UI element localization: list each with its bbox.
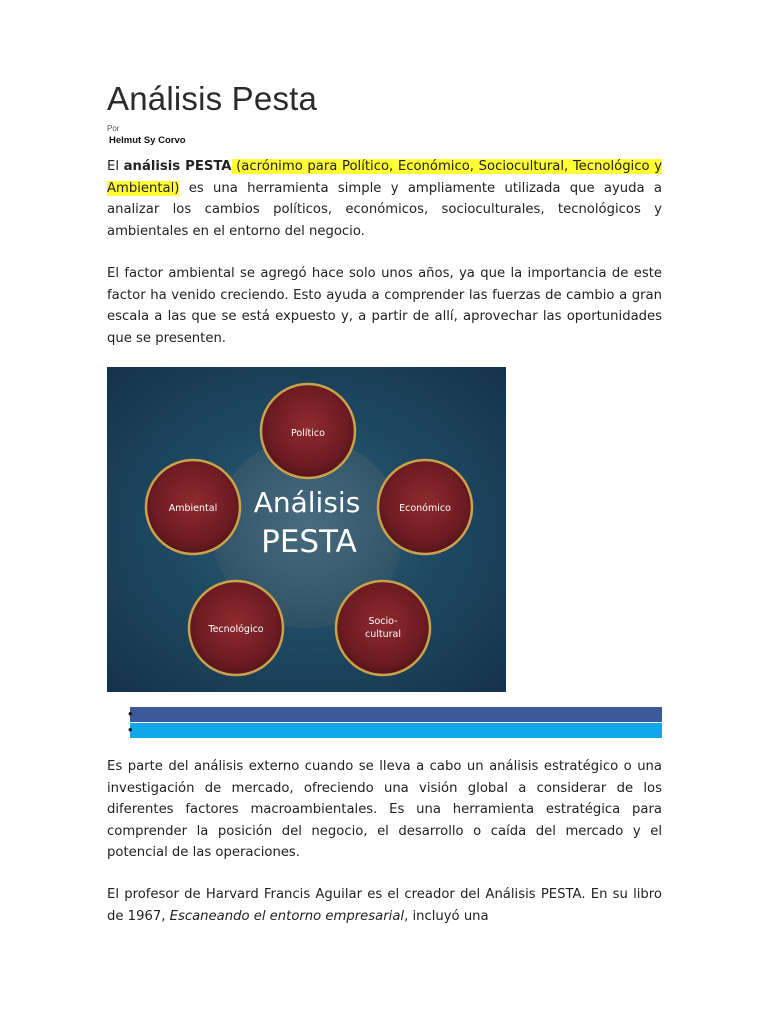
- highlighted-acronym: (acrónimo para Político, Económico, Sociocultural, Tecnológico y Ambiental): [107, 159, 662, 196]
- book-title: Escaneando el entorno empresarial: [169, 908, 405, 924]
- node-ambiental: [146, 460, 240, 554]
- aguilar-lead: El profesor de Harvard Francis Aguilar es el creador del Análisis PESTA. En su libro de 1967,: [107, 887, 662, 924]
- article-title: Análisis Pesta: [107, 80, 318, 117]
- bullet-icon: •: [128, 722, 133, 737]
- svg-text:cultural: cultural: [365, 629, 401, 640]
- center-label-line2: PESTA: [261, 524, 357, 560]
- by-label: Por: [107, 124, 120, 133]
- node-politico: [261, 384, 355, 478]
- intro-lead: El: [107, 159, 124, 174]
- share-bar-facebook[interactable]: [130, 707, 662, 722]
- svg-text:Ambiental: Ambiental: [168, 503, 218, 514]
- svg-text:Político: Político: [291, 428, 325, 439]
- paragraph-aguilar: [107, 884, 662, 927]
- paragraph-environmental: El factor ambiental se agregó hace solo unos años, ya que la importancia de este factor ha venido creciendo. Esto ayuda a comprender las fuerzas de cambio a gran escala a las que se está expuesto y, a partir de allí, aprovechar las oportunidades que se presenten.: [107, 266, 662, 346]
- node-tecnologico: [189, 581, 283, 675]
- center-label-line1: Análisis: [253, 486, 361, 519]
- paragraph-external-analysis: Es parte del análisis externo cuando se lleva a cabo un análisis estratégico o una investigación de mercado, ofreciendo una visión global a considerar de los diferentes factores macroambientales. Es una herramienta estratégica para comprender la posición del negocio, el desarrollo o caída del mercado y el potencial de las operaciones.: [107, 759, 662, 860]
- svg-text:Tecnológico: Tecnológico: [208, 624, 264, 635]
- pesta-diagram: [107, 367, 506, 692]
- paragraph-intro: [107, 156, 662, 242]
- aguilar-rest: , incluyó una: [404, 908, 489, 924]
- bullet-icon: •: [128, 706, 133, 721]
- svg-text:Socio-: Socio-: [368, 616, 398, 627]
- node-economico: [378, 460, 472, 554]
- node-sociocultural: [336, 581, 430, 675]
- share-bar-twitter[interactable]: [130, 723, 662, 738]
- term-analisis-pesta: análisis PESTA: [123, 159, 232, 174]
- intro-rest: es una herramienta simple y ampliamente utilizada que ayuda a analizar los cambios políticos, económicos, socioculturales, tecnológicos y ambientales en el entorno del negocio.: [107, 180, 662, 239]
- svg-text:Económico: Económico: [399, 503, 451, 514]
- author-name: Helmut Sy Corvo: [109, 135, 186, 146]
